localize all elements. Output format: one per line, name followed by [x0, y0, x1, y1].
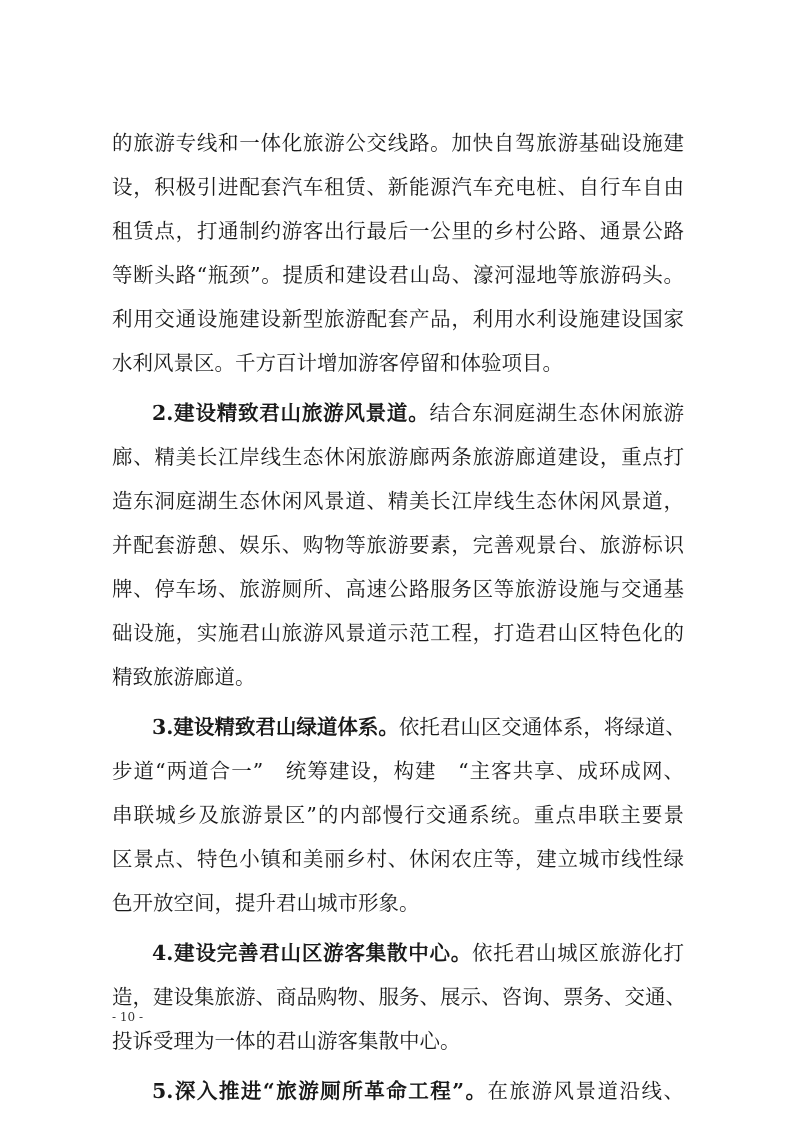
- text-line: 并配套游憩、娱乐、购物等旅游要素，完善观景台、旅游标识: [112, 533, 684, 557]
- text-run: 结合东洞庭湖生态休闲旅游: [429, 401, 685, 425]
- text-line-first: [112, 931, 684, 975]
- text-line: 设，积极引进配套汽车租赁、新能源汽车充电桩、自行车自由: [112, 175, 684, 199]
- text-line-first: [112, 391, 684, 435]
- text-line: 水利风景区。千方百计增加游客停留和体验项目。: [112, 351, 563, 375]
- text-line: 造东洞庭湖生态休闲风景道、精美长江岸线生态休闲风景道，: [112, 489, 684, 513]
- text-line: 投诉受理为一体的君山游客集散中心。: [112, 1029, 461, 1053]
- section-heading: 5.深入推进“旅游厕所革命工程”。: [152, 1079, 488, 1103]
- text-run: 在旅游风景道沿线、: [487, 1079, 685, 1103]
- text-line: 精致旅游廊道。: [112, 665, 256, 689]
- document-body: [112, 121, 684, 1113]
- section-heading: 4.建设完善君山区游客集散中心。: [152, 941, 473, 965]
- text-run: 依托君山区交通体系，将绿道、: [398, 715, 686, 739]
- text-line: 的旅游专线和一体化旅游公交线路。加快自驾旅游基础设施建: [112, 131, 684, 155]
- paragraph-1: [112, 121, 684, 385]
- text-line-first: [112, 705, 684, 749]
- text-line: 租赁点，打通制约游客出行最后一公里的乡村公路、通景公路: [112, 219, 684, 243]
- text-line: 色开放空间，提升君山城市形象。: [112, 891, 420, 915]
- paragraph-5: [112, 1069, 684, 1113]
- text-line: 串联城乡及旅游景区”的内部慢行交通系统。重点串联主要景: [112, 803, 684, 827]
- section-heading: 2.建设精致君山旅游风景道。: [152, 401, 430, 425]
- text-line: 步道“两道合一” 统筹建设，构建 “主客共享、成环成网、: [112, 759, 684, 783]
- section-heading: 3.建设精致君山绿道体系。: [152, 715, 399, 739]
- text-line: 等断头路“瓶颈”。提质和建设君山岛、濠河湿地等旅游码头。: [112, 263, 684, 287]
- text-line: 牌、停车场、旅游厕所、高速公路服务区等旅游设施与交通基: [112, 577, 684, 601]
- paragraph-4: [112, 931, 684, 1063]
- text-line: 廊、精美长江岸线生态休闲旅游廊两条旅游廊道建设，重点打: [112, 445, 684, 469]
- text-run: 依托君山城区旅游化打: [472, 941, 685, 965]
- text-line: 利用交通设施建设新型旅游配套产品，利用水利设施建设国家: [112, 307, 684, 331]
- page-number: - 10 -: [112, 1010, 144, 1024]
- paragraph-3: [112, 705, 684, 925]
- text-line: 础设施，实施君山旅游风景道示范工程，打造君山区特色化的: [112, 621, 684, 645]
- text-line: 区景点、特色小镇和美丽乡村、休闲农庄等，建立城市线性绿: [112, 847, 684, 871]
- paragraph-2: [112, 391, 684, 699]
- text-line-first: [112, 1069, 684, 1113]
- text-line: 造，建设集旅游、商品购物、服务、展示、咨询、票务、交通、: [112, 985, 686, 1009]
